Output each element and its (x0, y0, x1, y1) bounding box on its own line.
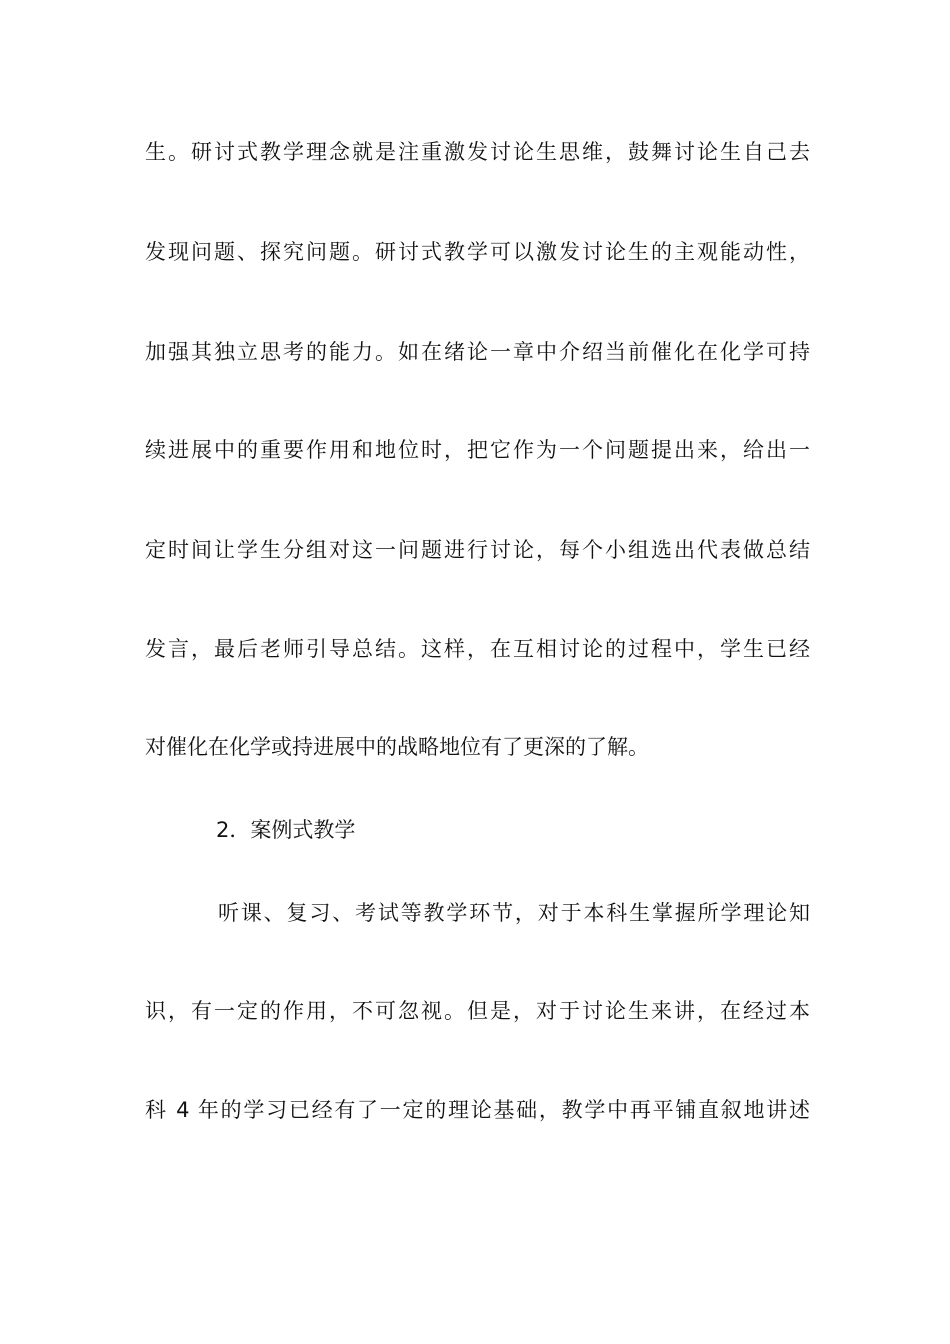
paragraph-2-line-3: 科 4 年的学习已经有了一定的理论基础，教学中再平铺直叙地讲述 (145, 1098, 810, 1122)
section-heading: 2．案例式教学 (216, 818, 356, 842)
paragraph-1-line-1: 生。研讨式教学理念就是注重激发讨论生思维，鼓舞讨论生自己去 (145, 140, 810, 164)
paragraph-1-line-3: 加强其独立思考的能力。如在绪论一章中介绍当前催化在化学可持 (145, 340, 810, 364)
paragraph-1-line-4: 续进展中的重要作用和地位时，把它作为一个问题提出来，给出一 (145, 438, 810, 462)
paragraph-2-line-1: 听课、复习、考试等教学环节，对于本科生掌握所学理论知 (218, 901, 810, 925)
paragraph-1-line-2: 发现问题、探究问题。研讨式教学可以激发讨论生的主观能动性， (145, 240, 810, 264)
paragraph-1-line-6: 发言，最后老师引导总结。这样，在互相讨论的过程中，学生已经 (145, 637, 810, 661)
paragraph-1-line-5: 定时间让学生分组对这一问题进行讨论，每个小组选出代表做总结 (145, 538, 810, 562)
paragraph-1-line-7: 对催化在化学或持进展中的战略地位有了更深的了解。 (145, 735, 649, 759)
paragraph-2-line-2: 识，有一定的作用，不可忽视。但是，对于讨论生来讲，在经过本 (145, 999, 810, 1023)
